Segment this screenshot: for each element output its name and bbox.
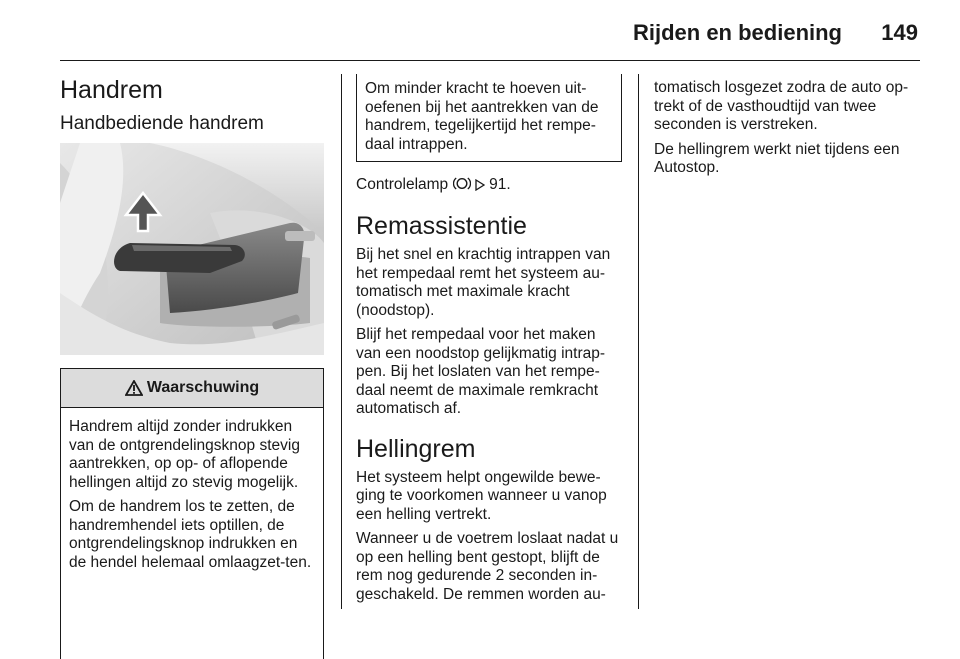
warning-paragraph: Handrem altijd zonder indrukken van de ontgrendelingsknop stevig aantrekken, op op- of aflopende hellingen altijd zo stevig mogelijk. (69, 418, 300, 491)
section-heading-remassistentie: Remassistentie (356, 212, 527, 240)
note-box (356, 74, 622, 162)
warning-box (60, 368, 324, 659)
column-divider (638, 74, 639, 609)
column-divider (341, 74, 342, 609)
subheading-handbediende-handrem: Handbediende handrem (60, 113, 264, 134)
warning-body (61, 408, 323, 572)
warning-header (61, 369, 323, 408)
warning-triangle-icon (125, 380, 143, 396)
section-heading-hellingrem: Hellingrem (356, 434, 476, 463)
body-paragraph: Bij het snel en krachtig intrappen van het rempedaal remt het systeem au-tomatisch met maximale kracht (noodstop). (356, 246, 611, 319)
column-2 (356, 70, 624, 642)
handbrake-illustration (60, 143, 324, 355)
body-paragraph: Blijf het rempedaal voor het maken van een noodstop gelijkmatig intrap-pen. Bij het loslaten van het rempe-daal neemt de maximale remkracht automatisch af. (356, 326, 606, 417)
section-heading-handrem: Handrem (60, 76, 163, 104)
header-rule (60, 60, 920, 61)
body-paragraph: Het systeem helpt ongewilde bewe-ging te voorkomen wanneer u vanop een helling vertrekt. (356, 468, 607, 523)
page-number: 149 (881, 20, 918, 45)
note-text: Om minder kracht te hoeven uit-oefenen bij het aantrekken van de handrem, tegelijkertijd het rempe-daal intrappen. (365, 80, 599, 153)
page-header (0, 16, 960, 56)
body-paragraph: De hellingrem werkt niet tijdens een Autostop. (654, 140, 900, 176)
column-1 (60, 70, 325, 642)
page-reference-icon (475, 179, 485, 191)
lamp-page-ref: 91. (489, 176, 511, 193)
body-paragraph: tomatisch losgezet zodra de auto op-trekt of de vasthoudtijd van twee seconden is verstreken. (654, 79, 909, 133)
lamp-reference (356, 176, 511, 195)
brake-warning-lamp-icon (453, 176, 471, 191)
warning-title: Waarschuwing (146, 379, 260, 396)
column-3 (654, 70, 924, 642)
lamp-text: Controlelamp (356, 176, 449, 193)
body-paragraph: Wanneer u de voetrem loslaat nadat u op een helling bent gestopt, blijft de rem nog gedurende 2 seconden in-geschakeld. De remmen worden au- (356, 530, 619, 603)
warning-paragraph: Om de handrem los te zetten, de handremhendel iets optillen, de ontgrendelingsknop indrukken en de hendel helemaal omlaagzet-ten. (69, 498, 312, 571)
running-title: Rijden en bediening (632, 20, 842, 45)
